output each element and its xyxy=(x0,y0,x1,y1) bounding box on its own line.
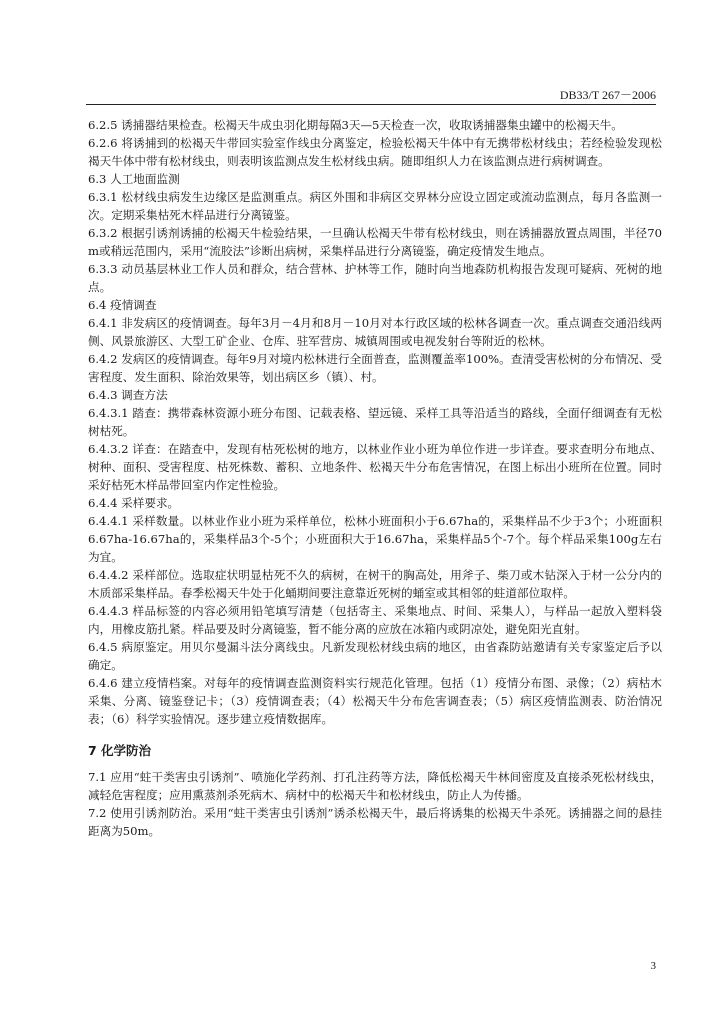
paragraph: 6.4.4.3 样品标签的内容必须用铅笔填写清楚（包括寄主、采集地点、时间、采集人），与样品一起放入塑料袋内，用橡皮筋扎紧。样品要及时分离镜鉴，暂不能分离的应放在冰箱内或阴凉处，避免阳光直射。 xyxy=(88,604,662,636)
paragraph: 6.4.6 建立疫情档案。对每年的疫情调查监测资料实行规范化管理。包括（1）疫情分布图、录像；（2）病枯木采集、分离、镜鉴登记卡；（3）疫情调查表；（4）松褐天牛分布危害调查表；（5）病区疫情监测表、防治情况表；（6）科学实验情况。逐步建立疫情数据库。 xyxy=(88,676,662,726)
subheading: 6.3 人工地面监测 xyxy=(88,172,180,186)
header-rule xyxy=(86,104,656,105)
standard-code: DB33/T 267－2006 xyxy=(559,88,656,102)
paragraph: 7.1 应用“蛀干类害虫引诱剂”、喷施化学药剂、打孔注药等方法，降低松褐天牛林间密度及直接杀死松材线虫，减轻危害程度；应用熏蒸剂杀死病木、病材中的松褐天牛和松材线虫，防止人为传播。 xyxy=(88,770,662,802)
subheading: 6.4.4 采样要求。 xyxy=(88,496,180,510)
page-number: 3 xyxy=(650,960,656,972)
body-text xyxy=(88,116,662,840)
paragraph: 6.4.4.1 采样数量。以林业作业小班为采样单位，松林小班面积小于6.67ha的，采集样品不少于3个；小班面积6.67ha-16.67ha的，采集样品3个-5个；小班面积大于16.67ha，采集样品5个-7个。每个样品采集100g左右为宜。 xyxy=(88,514,662,564)
paragraph: 6.3.3 动员基层林业工作人员和群众，结合营林、护林等工作，随时向当地森防机构报告发现可疑病、死树的地点。 xyxy=(88,262,662,294)
paragraph: 6.3.1 松材线虫病发生边缘区是监测重点。病区外围和非病区交界林分应设立固定或流动监测点，每月各监测一次。定期采集枯死木样品进行分离镜鉴。 xyxy=(88,190,662,222)
paragraph: 6.4.5 病原鉴定。用贝尔曼漏斗法分离线虫。凡新发现松材线虫病的地区，由省森防站邀请有关专家鉴定后予以确定。 xyxy=(88,640,662,672)
paragraph: 6.3.2 根据引诱剂诱捕的松褐天牛检验结果，一旦确认松褐天牛带有松材线虫，则在诱捕器放置点周围，半径70m或稍远范围内，采用“流胶法”诊断出病树，采集样品进行分离镜鉴，确定疫情发生地点。 xyxy=(88,226,662,258)
subheading: 6.4.3 调查方法 xyxy=(88,388,168,402)
paragraph: 6.2.6 将诱捕到的松褐天牛带回实验室作线虫分离鉴定，检验松褐天牛体中有无携带松材线虫；若经检验发现松褐天牛体中带有松材线虫，则表明该监测点发生松材线虫病。随即组织人力在该监测点进行病树调查。 xyxy=(88,136,662,168)
paragraph: 6.2.5 诱捕器结果检查。松褐天牛成虫羽化期每隔3天—5天检查一次，收取诱捕器集虫罐中的松褐天牛。 xyxy=(88,118,623,132)
subheading: 6.4 疫情调查 xyxy=(88,298,157,312)
paragraph: 6.4.3.1 踏查：携带森林资源小班分布图、记载表格、望远镜、采样工具等沿适当的路线，全面仔细调查有无松树枯死。 xyxy=(88,406,662,438)
paragraph: 6.4.2 发病区的疫情调查。每年9月对境内松林进行全面普查，监测覆盖率100%。查清受害松树的分布情况、受害程度、发生面积、除治效果等，划出病区乡（镇）、村。 xyxy=(88,352,662,384)
section-heading: 7 化学防治 xyxy=(88,743,152,758)
paragraph: 6.4.3.2 详查：在踏查中，发现有枯死松树的地方，以林业作业小班为单位作进一步详查。要求查明分布地点、树种、面积、受害程度、枯死株数、蓄积、立地条件、松褐天牛分布危害情况，在图上标出小班所在位置。同时采好枯死木样品带回室内作定性检验。 xyxy=(88,442,662,492)
paragraph: 6.4.1 非发病区的疫情调查。每年3月－4月和8月－10月对本行政区域的松林各调查一次。重点调查交通沿线两侧、风景旅游区、大型工矿企业、仓库、驻军营房、城镇周围或电视发射台等附近的松林。 xyxy=(88,316,662,348)
paragraph: 7.2 使用引诱剂防治。采用“蛀干类害虫引诱剂”诱杀松褐天牛，最后将诱集的松褐天牛杀死。诱捕器之间的悬挂距离为50m。 xyxy=(88,806,662,838)
paragraph: 6.4.4.2 采样部位。选取症状明显枯死不久的病树，在树干的胸高处，用斧子、柴刀或木钻深入于材一公分内的木质部采集样品。春季松褐天牛处于化蛹期间要注意靠近死树的蛹室或其相邻的蛀道部位取样。 xyxy=(88,568,662,600)
